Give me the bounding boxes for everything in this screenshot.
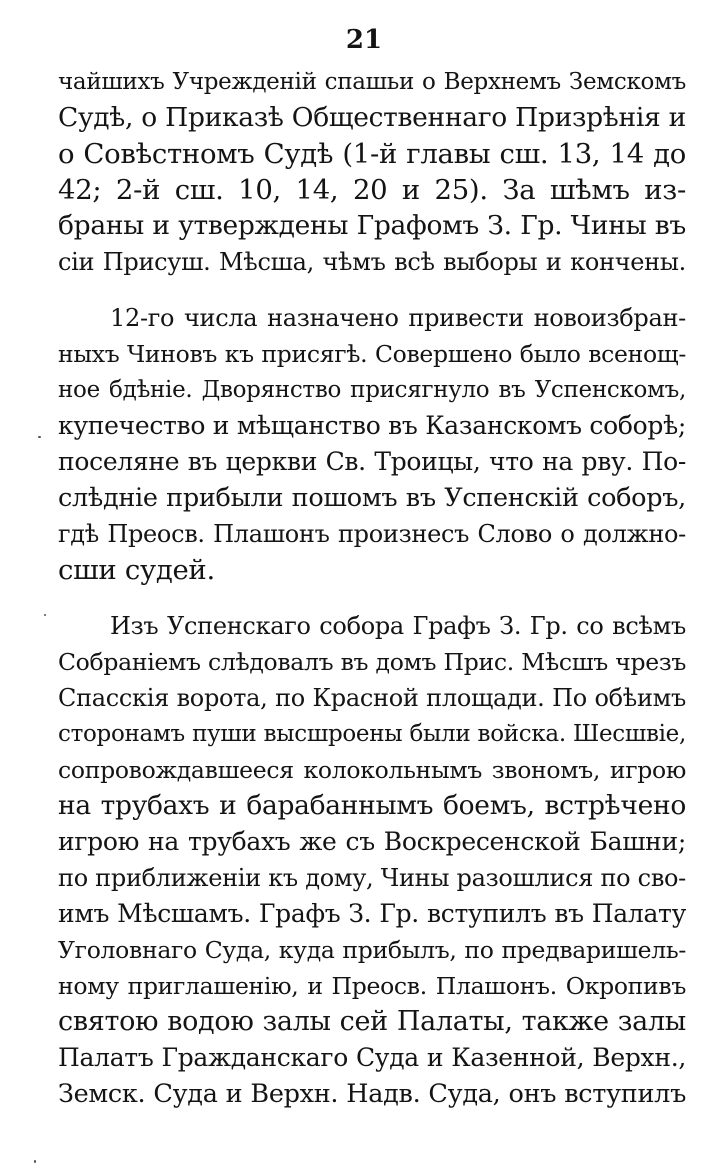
text-line: Уголовнаго Суда, куда прибылъ, по предваришель- [58, 936, 686, 964]
scan-speck [44, 614, 46, 616]
text-line: Изъ Успенскаго собора Графъ З. Гр. со всѣмъ [110, 612, 686, 640]
text-line: гдѣ Преосв. Плашонъ произнесъ Слово о должно- [58, 520, 686, 548]
text-line: Земск. Суда и Верхн. Надв. Суда, онъ вступилъ [58, 1079, 686, 1109]
text-line: сопровождавшееся колокольнымъ звономъ, игрою [58, 756, 686, 784]
text-line: 42; 2-й сш. 10, 14, 20 и 25). За шѣмъ из- [58, 174, 686, 206]
scan-speck [38, 436, 41, 438]
text-line: Палатъ Гражданскаго Суда и Казенной, Верхн., [58, 1043, 686, 1072]
page-number: 21 [345, 25, 383, 55]
text-line: игрою на трубахъ же съ Воскресенской Башни; [58, 827, 686, 856]
text-line: слѣдніе прибыли пошомъ въ Успенскій соборъ, [58, 483, 686, 513]
text-line: имъ Мѣсшамъ. Графъ З. Гр. вступилъ въ Палату [58, 899, 686, 928]
text-line: сторонамъ пуши высшроены были войска. Шесшвіе, [58, 721, 686, 747]
text-line: ныхъ Чиновъ къ присягѣ. Совершено было всенощ- [58, 340, 686, 368]
text-line: на трубахъ и барабаннымъ боемъ, встрѣчено [58, 790, 686, 821]
text-line: Собраніемъ слѣдовалъ въ домъ Прис. Мѣсшъ чрезъ [58, 648, 686, 676]
text-line: Спасскія ворота, по Красной площади. По обѣимъ [58, 684, 686, 712]
text-line: браны и утверждены Графомъ З. Гр. Чины въ [58, 210, 686, 241]
text-line: чайшихъ Учрежденій спашьи о Верхнемъ Земскомъ [58, 69, 686, 95]
text-line: Судѣ, о Приказѣ Общественнаго Призрѣнія и [58, 102, 686, 133]
text-line: ному приглашенію, и Преосв. Плашонъ. Окропивъ [58, 972, 686, 1000]
text-line: сши судей. [58, 554, 215, 586]
text-line: купечество и мѣщанство въ Казанскомъ соборѣ; [58, 411, 686, 440]
text-line: святою водою залы сей Палаты, также залы [58, 1006, 686, 1037]
scan-speck [34, 1160, 36, 1163]
text-line: по приближеніи къ дому, Чины разошлися по сво- [58, 864, 686, 892]
text-line: ное бдѣніе. Дворянство присягнуло въ Успенскомъ, [58, 377, 686, 403]
text-line: о Совѣстномъ Судѣ (1-й главы сш. 13, 14 до [58, 138, 686, 170]
text-line: сіи Присуш. Мѣсша, чѣмъ всѣ выборы и кончены. [58, 248, 686, 276]
text-line: 12-го числа назначено привести новоизбран- [110, 304, 686, 332]
text-line: поселяне въ церкви Св. Троицы, что на рву. По- [58, 447, 686, 476]
